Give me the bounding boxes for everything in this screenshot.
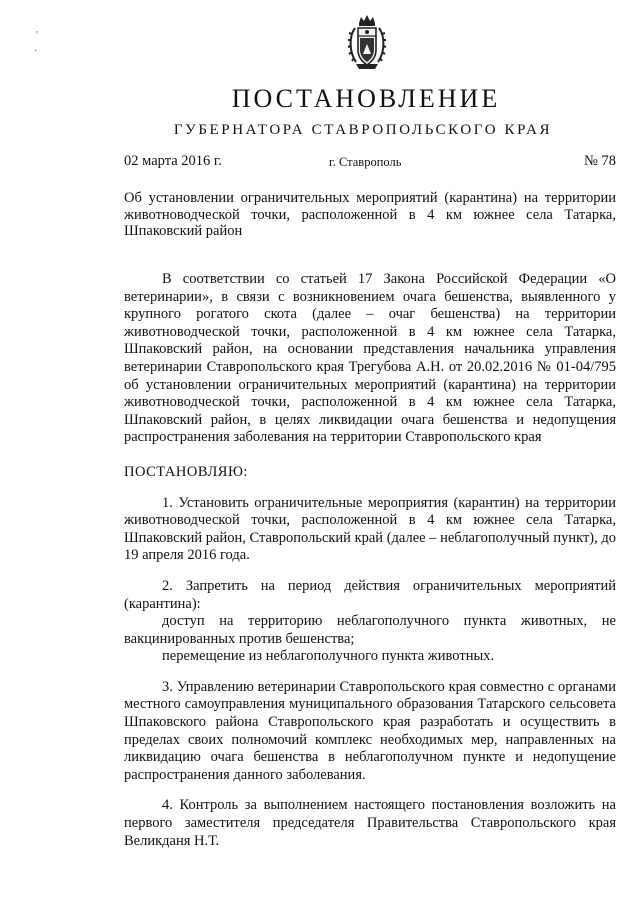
scan-mark: ' xyxy=(36,30,38,41)
issuer-title: ГУБЕРНАТОРА СТАВРОПОЛЬСКОГО КРАЯ xyxy=(173,122,553,138)
document-title: ПОСТАНОВЛЕНИЕ xyxy=(231,84,501,113)
document-body xyxy=(124,271,616,850)
document-city: г. Ставрополь xyxy=(329,155,402,169)
document-date: 02 марта 2016 г. xyxy=(124,153,222,169)
item-4: 4. Контроль за выполнением настоящего постановления возложить на первого заместителя председателя Правительства Ставропольского края Великданя Н.Т. xyxy=(124,797,616,849)
item-2-sub-a: доступ на территорию неблагополучного пункта животных, не вакцинированных против бешенства; xyxy=(124,613,616,647)
resolve-heading: ПОСТАНОВЛЯЮ: xyxy=(124,463,248,480)
scan-mark: · xyxy=(34,46,38,57)
item-1: 1. Установить ограничительные мероприятия (карантин) на территории животноводческой точки, расположенной в 4 км южнее села Татарка, Шпаковский район, Ставропольский край (далее – неблагополучный пункт), до 19 апреля 2016 года. xyxy=(124,494,616,564)
item-2-sub-b: перемещение из неблагополучного пункта животных. xyxy=(162,648,495,665)
coat-of-arms-icon xyxy=(346,14,388,72)
item-3: 3. Управлению ветеринарии Ставропольского края совместно с органами местного самоуправления муниципального образования Татарского сельсовета Шпаковского района Ставропольского края разработать и осуществить в пределах своих полномочий комплекс необходимых мер, направленных на ликвидацию очага бешенства в неблагополучном пункте и недопущение распространения данного заболевания. xyxy=(124,678,616,783)
item-2: 2. Запретить на период действия ограничительных мероприятий (карантина): xyxy=(124,577,616,612)
preamble-paragraph: В соответствии со статьей 17 Закона Российской Федерации «О ветеринарии», в связи с возникновением очага бешенства, выявленного у крупного рогатого скота (далее – очаг бешенства) на территории животноводческой точки, расположенной в 4 км южнее села Татарка, Шпаковский район, на основании представления начальника управления ветеринарии Ставропольского края Трегубова А.Н. от 20.02.2016 № 01-04/795 об установлении ограничительных мероприятий (карантина) на территории животноводческой точки, расположенной в 4 км южнее села Татарка, Шпаковский район, в целях ликвидации очага бешенства и недопущения распространения заболевания на территории Ставропольского края xyxy=(124,271,616,446)
document-subject: Об установлении ограничительных мероприятий (карантина) на территории животноводческой точки, расположенной в 4 км южнее села Татарка, Шпаковский район xyxy=(124,190,616,239)
document-number: № 78 xyxy=(584,153,616,169)
